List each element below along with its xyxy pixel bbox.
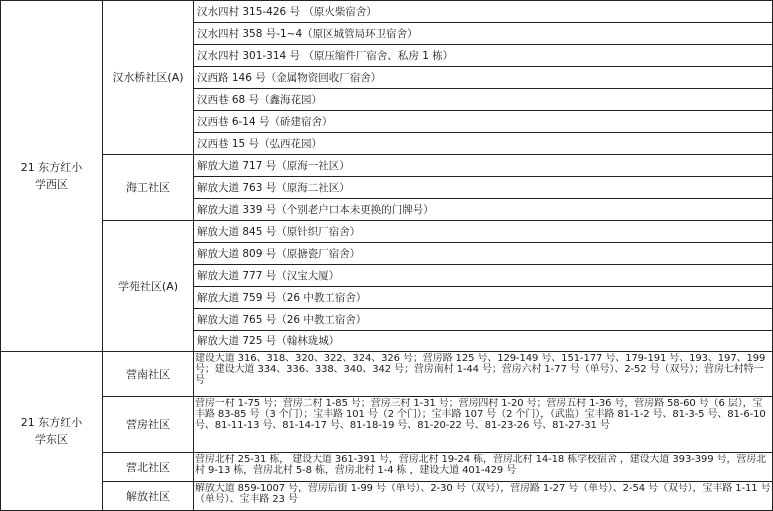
address-paragraph: 建设大道 316、318、320、322、324、326 号；营房路 125 号、129-149 号、151-177 号、179-191 号、193、197、199 号；建设大道 334、336、338、340、342 号；营房南村 1-44 号；营房六村 1-77 号（单号）、2-52 号（双号）；营房七村特一号 <box>195 353 766 386</box>
community-cell <box>103 1 193 154</box>
row-divider <box>102 452 773 453</box>
community-cell <box>103 453 193 481</box>
school-east-cell <box>4 352 99 510</box>
address-row: 解放大道 809 号（原搪瓷厂宿舍） <box>197 247 361 260</box>
row-divider <box>102 481 773 482</box>
address-paragraph: 解放大道 859-1007 号，营房后街 1-99 号（单号）、2-30 号（双号），营房路 1-27 号（单号）、2-54 号（双号），宝丰路 1-11 号（单号）、宝丰路 23 号 <box>195 483 771 505</box>
community-cell <box>103 482 193 510</box>
community-name: 海工社区 <box>126 181 170 194</box>
school-west-cell <box>4 1 99 351</box>
community-name: 营南社区 <box>126 367 170 381</box>
address-row: 汉西巷 68 号（鑫海花园） <box>197 93 323 106</box>
address-row: 解放大道 759 号（26 中教工宿舍） <box>197 291 367 304</box>
address-row: 汉西巷 15 号（弘西花园） <box>197 137 323 150</box>
column-divider <box>193 0 194 511</box>
address-row: 汉水四村 301-314 号 （原压缩件厂宿舍、私房 1 栋） <box>197 49 454 62</box>
community-cell <box>103 221 193 351</box>
community-name: 汉水桥社区(A) <box>112 71 184 84</box>
table-border-left <box>0 0 1 511</box>
community-cell <box>103 352 193 396</box>
address-row: 汉西路 146 号（金属物资回收厂宿舍） <box>197 71 382 84</box>
address-row: 汉水四村 358 号-1~4（原区城管局环卫宿舍） <box>197 27 418 40</box>
address-paragraph: 营房北村 25-31 栋， 建设大道 361-391 号，营房北村 19-24 栋，营房北村 14-18 栋学校宿舍 ，建设大道 393-399 号，营房北村 9-13 栋，营房北村 5-8 栋，营房北村 1-4 栋 ，建设大道 401-429 号 <box>195 454 767 476</box>
address-row: 解放大道 765 号（26 中教工宿舍） <box>197 313 367 326</box>
address-row: 解放大道 339 号（个别老户口本未更换的门牌号） <box>197 203 434 216</box>
address-row: 解放大道 777 号（汉宝大厦） <box>197 269 340 282</box>
community-name: 学苑社区(A) <box>117 279 179 293</box>
school-name: 21 东方红小学西区 <box>20 161 83 191</box>
community-name: 解放社区 <box>126 489 170 503</box>
school-name: 21 东方红小学东区 <box>20 416 83 446</box>
address-row: 解放大道 717 号（原海一社区） <box>197 159 350 172</box>
address-row: 解放大道 845 号（原针织厂宿舍） <box>197 225 361 238</box>
address-paragraph: 营房一村 1-75 号；营房二村 1-85 号；营房三村 1-31 号；营房四村 1-20 号；营房五村 1-36 号，营房路 58-60 号（6 层），宝丰路 83-85 号（3 个门）；宝丰路 101 号（2 个门）；宝丰路 107 号（2 个门），（武监）宝丰路 81-1-2 号、81-3-5 号、81-6-10 号、81-11-13 号、81-14-17 号、81-18-19 号、81-20-22 号、81-23-26 号、81-27-31 号 <box>195 398 766 431</box>
address-row: 解放大道 763 号（原海二社区） <box>197 181 350 194</box>
address-row: 汉西巷 6-14 号（硚建宿舍） <box>197 115 333 128</box>
address-row: 汉水四村 315-426 号 （原火柴宿舍） <box>197 5 377 18</box>
address-row: 解放大道 725 号（翰林珑城） <box>197 335 340 347</box>
community-cell <box>103 397 193 452</box>
community-cell <box>103 155 193 220</box>
row-divider <box>102 396 773 397</box>
community-name: 营北社区 <box>126 460 170 474</box>
community-name: 营房社区 <box>126 418 170 431</box>
